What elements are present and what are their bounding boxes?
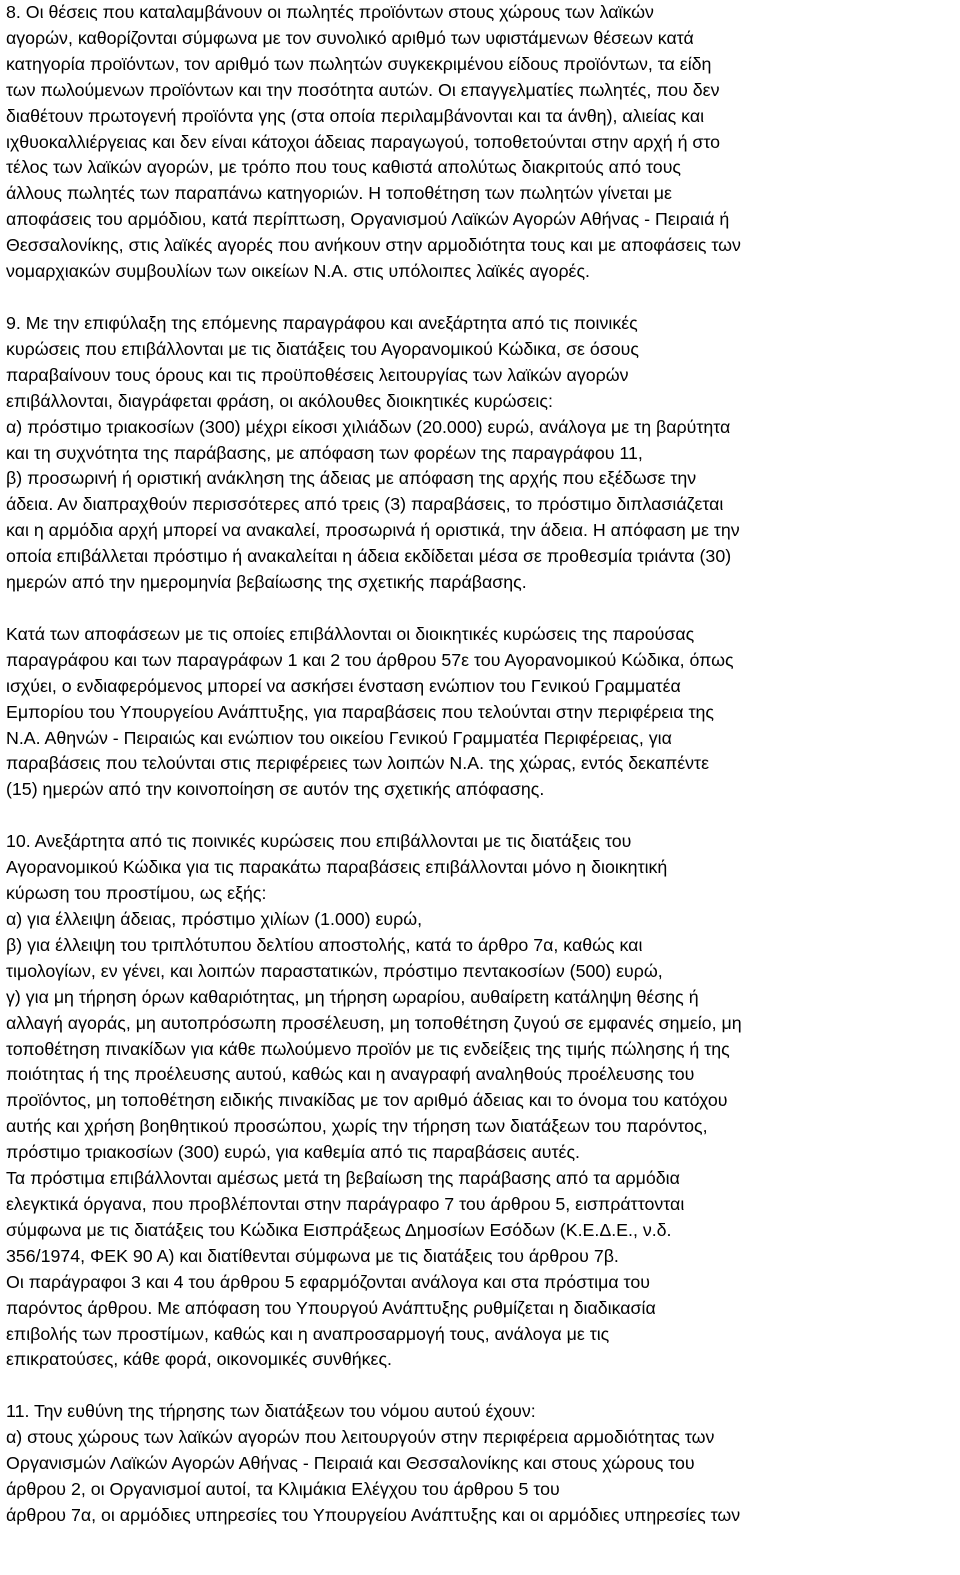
paragraph-9-objection: Κατά των αποφάσεων με τις οποίες επιβάλλονται οι διοικητικές κυρώσεις της παρούσας παραγράφου και των παραγράφων 1 και 2 του άρθρου 57ε του Αγορανομικού Κώδικα, όπως ισχύει, ο ενδιαφερόμενος μπορεί να ασκήσει ένσταση ενώπιον του Γενικού Γραμματέα Εμπορίου του Υπουργείου Ανάπτυξης, για παραβάσεις που τελούνται στην περιφέρεια της Ν.Α. Αθηνών - Πειραιώς και ενώπιον του οικείου Γενικού Γραμματέα Περιφέρειας, για παραβάσεις που τελούνται στις περιφέρειες των λοιπών Ν.Α. της χώρας, εντός δεκαπέντε (15) ημερών από την κοινοποίηση σε αυτόν της σχετικής απόφασης. xyxy=(6,623,734,800)
paragraph-8: 8. Οι θέσεις που καταλαμβάνουν οι πωλητές προϊόντων στους χώρους των λαϊκών αγορών, καθορίζονται σύμφωνα με τον συνολικό αριθμό των υφιστάμενων θέσεων κατά κατηγορία προϊόντων, τον αριθμό των πωλητών συγκεκριμένου είδους προϊόντων, τα είδη των πωλούμενων προϊόντων και την ποσότητα αυτών. Οι επαγγελματίες πωλητές, που δεν διαθέτουν πρωτογενή προϊόντα γης (στα οποία περιλαμβάνονται και τα άνθη), αλιείας και ιχθυοκαλλιέργειας και δεν είναι κάτοχοι άδειας παραγωγού, τοποθετούνται στην αρχή ή στο τέλος των λαϊκών αγορών, με τρόπο που τους καθιστά απολύτως διακριτούς από τους άλλους πωλητές των παραπάνω κατηγοριών. Η τοποθέτηση των πωλητών γίνεται με αποφάσεις του αρμόδιου, κατά περίπτωση, Οργανισμού Λαϊκών Αγορών Αθήνας - Πειραιά ή Θεσσαλονίκης, στις λαϊκές αγορές που ανήκουν στην αρμοδιότητα τους και με αποφάσεις των νομαρχιακών συμβουλίων των οικείων Ν.Α. στις υπόλοιπες λαϊκές αγορές. xyxy=(6,2,741,282)
paragraph-11: 11. Την ευθύνη της τήρησης των διατάξεων του νόμου αυτού έχουν: α) στους χώρους των λαϊκών αγορών που λειτουργούν στην περιφέρεια αρμοδιότητας των Οργανισμών Λαϊκών Αγορών Αθήνας - Πειραιά και Θεσσαλονίκης και στους χώρους του άρθρου 2, οι Οργανισμοί αυτοί, τα Κλιμάκια Ελέγχου του άρθρου 5 του άρθρου 7α, οι αρμόδιες υπηρεσίες του Υπουργείου Ανάπτυξης και οι αρμόδιες υπηρεσίες των xyxy=(6,1401,741,1525)
paragraph-9: 9. Με την επιφύλαξη της επόμενης παραγράφου και ανεξάρτητα από τις ποινικές κυρώσεις που επιβάλλονται με τις διατάξεις του Αγορανομικού Κώδικα, σε όσους παραβαίνουν τους όρους και τις προϋποθέσεις λειτουργίας των λαϊκών αγορών επιβάλλονται, διαγράφεται φράση, οι ακόλουθες διοικητικές κυρώσεις: α) πρόστιμο τριακοσίων (300) μέχρι είκοσι χιλιάδων (20.000) ευρώ, ανάλογα με τη βαρύτητα και τη συχνότητα της παράβασης, με απόφαση των φορέων της παραγράφου 11, β) προσωρινή ή οριστική ανάκληση της άδειας με απόφαση της αρχής που εξέδωσε την άδεια. Αν διαπραχθούν περισσότερες από τρεις (3) παραβάσεις, το πρόστιμο διπλασιάζεται και η αρμόδια αρχή μπορεί να ανακαλεί, προσωρινά ή οριστικά, την άδεια. Η απόφαση με την οποία επιβάλλεται πρόστιμο ή ανακαλείται η άδεια εκδίδεται μέσα σε προθεσμία τριάντα (30) ημερών από την ημερομηνία βεβαίωσης της σχετικής παράβασης. xyxy=(6,312,740,593)
paragraph-10: 10. Ανεξάρτητα από τις ποινικές κυρώσεις που επιβάλλονται με τις διατάξεις του Αγορανομικού Κώδικα για τις παρακάτω παραβάσεις επιβάλλονται μόνο η διοικητική κύρωση του προστίμου, ως εξής: α) για έλλειψη άδειας, πρόστιμο χιλίων (1.000) ευρώ, β) για έλλειψη του τριπλότυπου δελτίου αποστολής, κατά το άρθρο 7α, καθώς και τιμολογίων, εν γένει, και λοιπών παραστατικών, πρόστιμο πεντακοσίων (500) ευρώ, γ) για μη τήρηση όρων καθαριότητας, μη τήρηση ωραρίου, αυθαίρετη κατάληψη θέσης ή αλλαγή αγοράς, μη αυτοπρόσωπη προσέλευση, μη τοποθέτηση ζυγού σε εμφανές σημείο, μη τοποθέτηση πινακίδων για κάθε πωλούμενο προϊόν με τις ενδείξεις της τιμής πώλησης ή της ποιότητας ή της προέλευσης αυτού, καθώς και η αναγραφή αναληθούς προέλευσης του προϊόντος, μη τοποθέτηση ειδικής πινακίδας με τον αριθμό άδειας και το όνομα του κατόχου αυτής και χρήση βοηθητικού προσώπου, χωρίς την τήρηση των διατάξεων του παρόντος, πρόστιμο τριακοσίων (300) ευρώ, για καθεμία από τις παραβάσεις αυτές. Τα πρόστιμα επιβάλλονται αμέσως μετά τη βεβαίωση της παράβασης από τα αρμόδια ελεγκτικά όργανα, που προβλέπονται στην παράγραφο 7 του άρθρου 5, εισπράττονται σύμφωνα με τις διατάξεις του Κώδικα Εισπράξεως Δημοσίων Εσόδων (Κ.Ε.Δ.Ε., ν.δ. 356/1974, ΦΕΚ 90 Α) και διατίθενται σύμφωνα με τις διατάξεις του άρθρου 7β. Οι παράγραφοι 3 και 4 του άρθρου 5 εφαρμόζονται ανάλογα και στα πρόστιμα του παρόντος άρθρου. Με απόφαση του Υπουργού Ανάπτυξης ρυθμίζεται η διαδικασία επιβολής των προστίμων, καθώς και η αναπροσαρμογή τους, ανάλογα με τις επικρατούσες, κάθε φορά, οικονομικές συνθήκες. xyxy=(6,831,742,1370)
